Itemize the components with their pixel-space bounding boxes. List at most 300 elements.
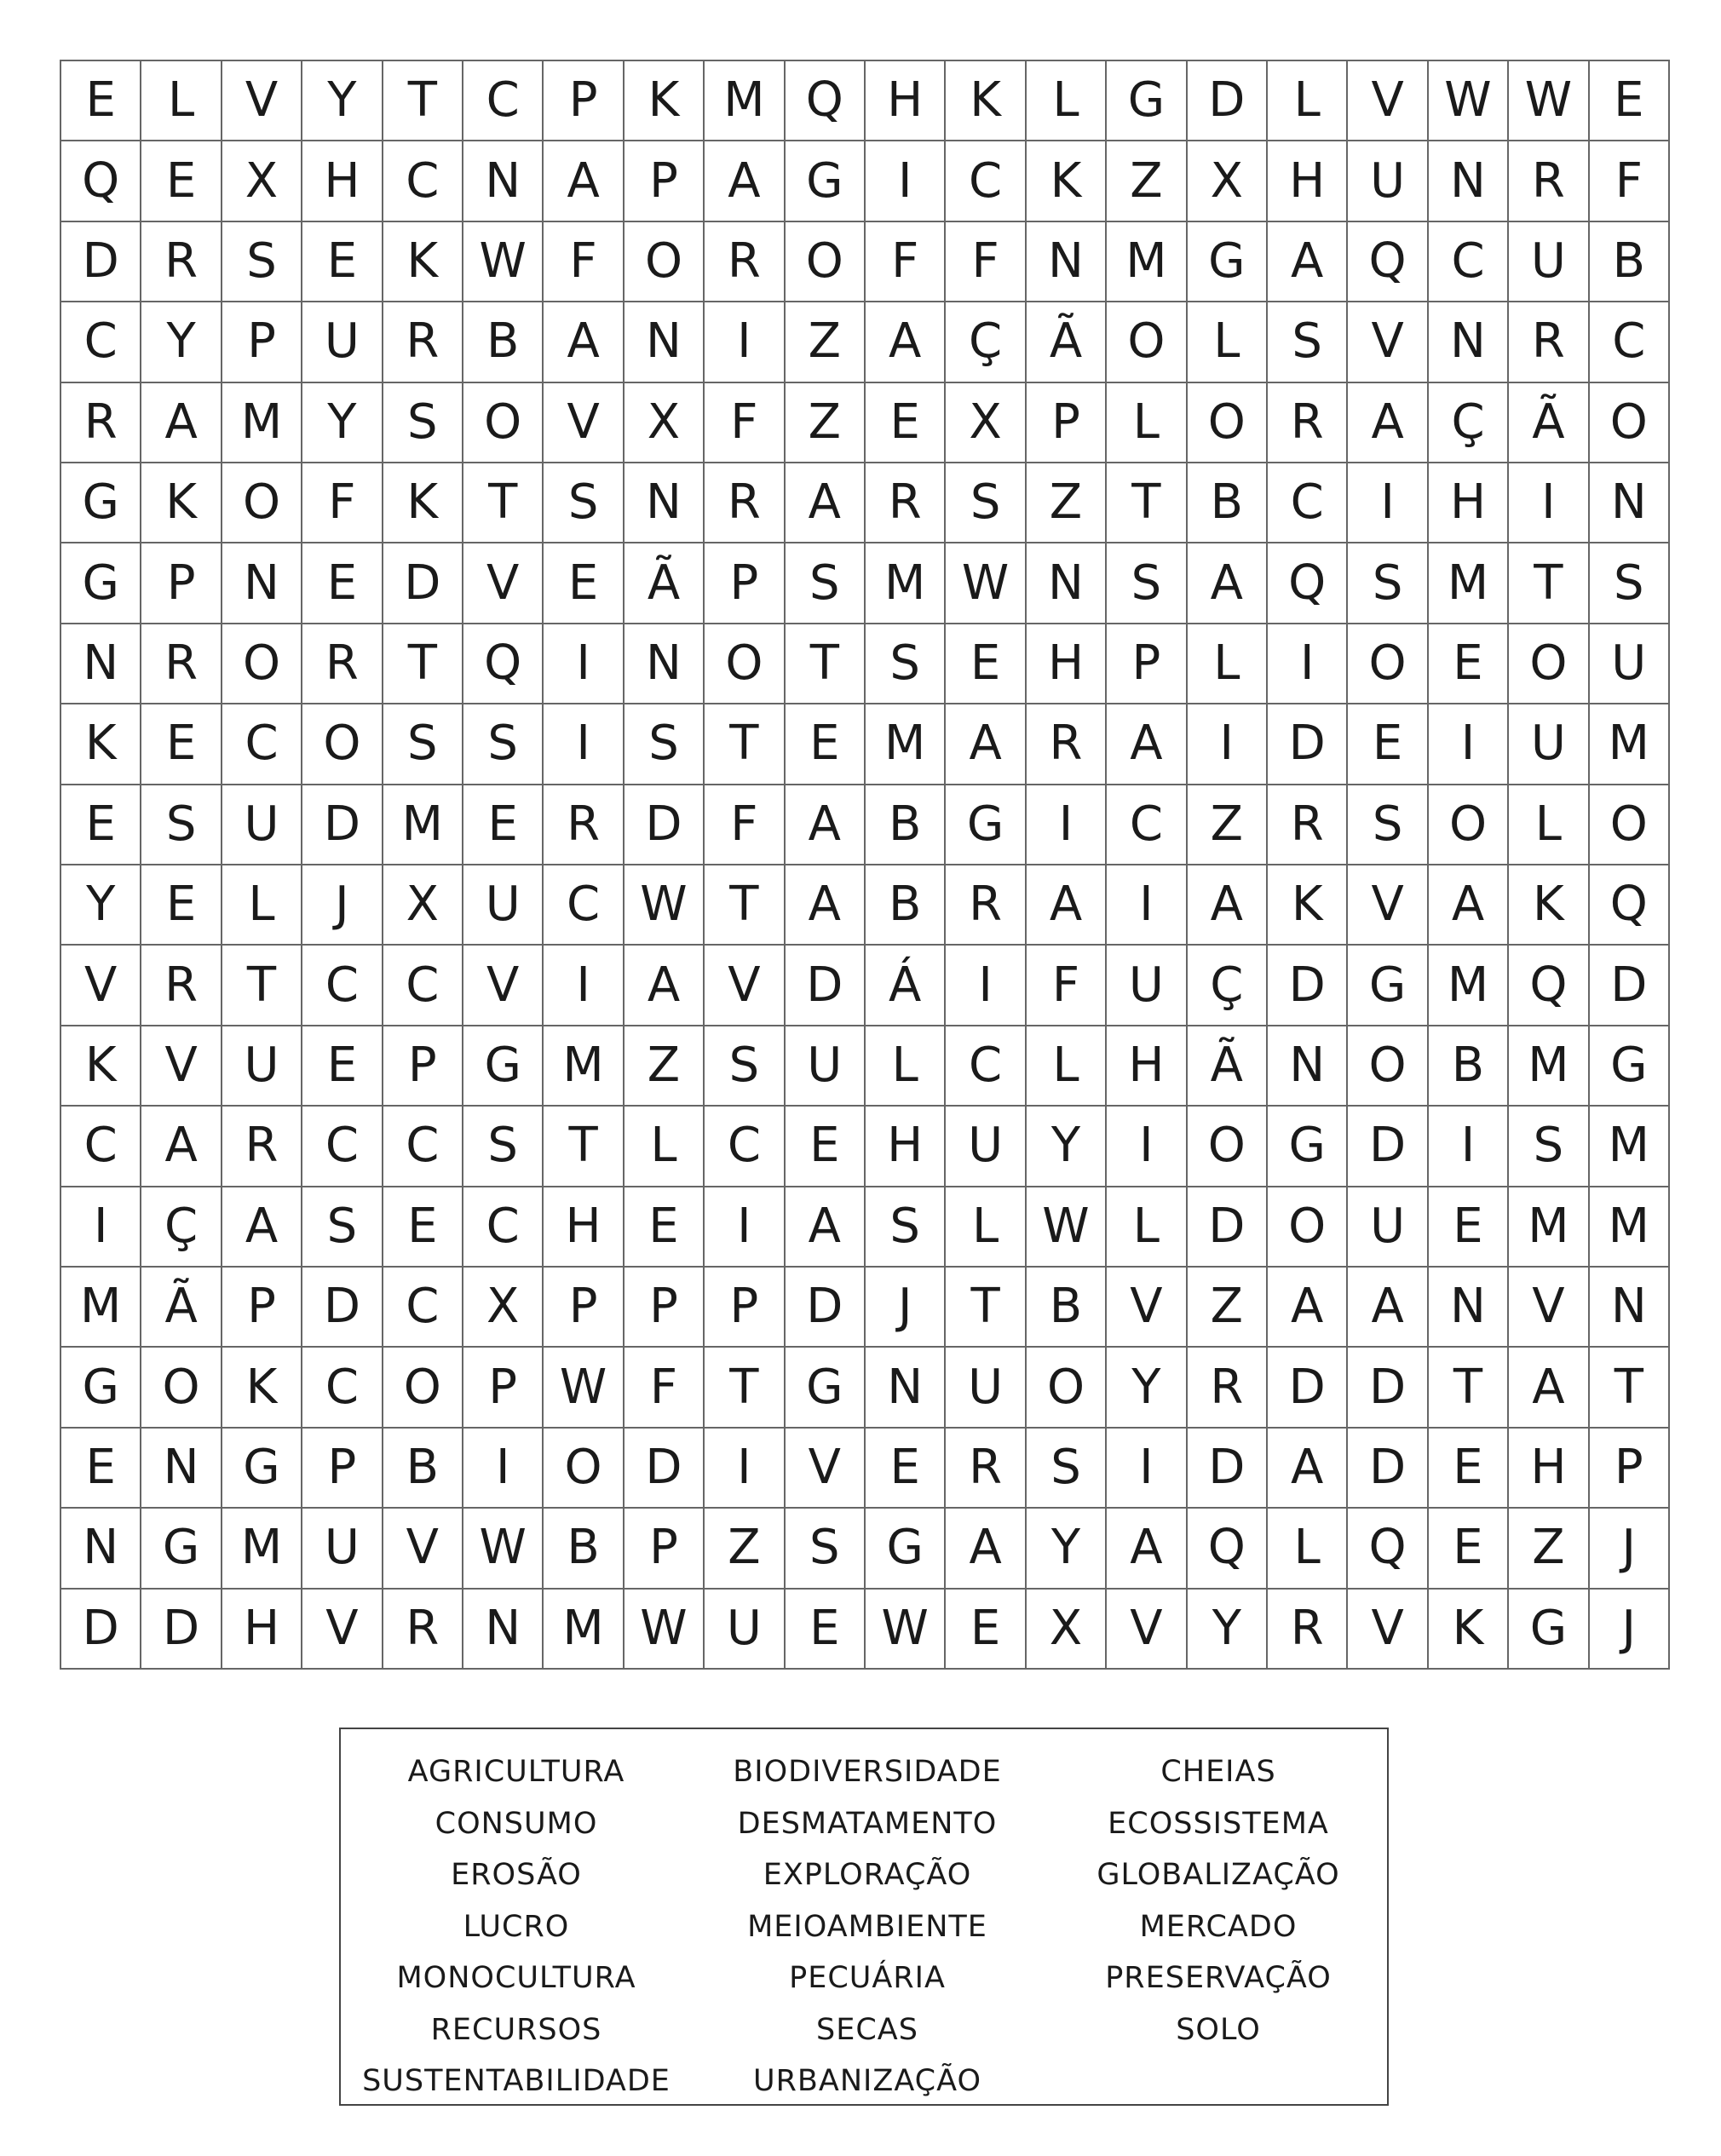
grid-cell[interactable]: C xyxy=(946,1026,1026,1107)
grid-cell[interactable]: S xyxy=(625,704,705,785)
grid-cell[interactable]: M xyxy=(383,785,463,865)
grid-cell[interactable]: V xyxy=(463,946,544,1026)
grid-cell[interactable]: S xyxy=(463,704,544,785)
grid-cell[interactable]: W xyxy=(1509,61,1589,141)
grid-cell[interactable]: R xyxy=(1027,704,1107,785)
grid-cell[interactable]: G xyxy=(61,543,141,624)
grid-cell[interactable]: G xyxy=(1107,61,1187,141)
grid-cell[interactable]: A xyxy=(141,383,222,463)
grid-cell[interactable]: K xyxy=(141,463,222,543)
grid-cell[interactable]: Z xyxy=(786,383,866,463)
grid-cell[interactable]: G xyxy=(866,1509,946,1589)
grid-cell[interactable]: L xyxy=(141,61,222,141)
grid-cell[interactable]: T xyxy=(383,624,463,704)
grid-cell[interactable]: F xyxy=(1590,141,1670,221)
grid-cell[interactable]: D xyxy=(141,1590,222,1670)
grid-cell[interactable]: X xyxy=(463,1268,544,1348)
grid-cell[interactable]: C xyxy=(1429,222,1509,302)
grid-cell[interactable]: V xyxy=(1509,1268,1589,1348)
grid-cell[interactable]: D xyxy=(1348,1429,1428,1509)
grid-cell[interactable]: V xyxy=(1348,1590,1428,1670)
grid-cell[interactable]: B xyxy=(1429,1026,1509,1107)
grid-cell[interactable]: J xyxy=(866,1268,946,1348)
grid-cell[interactable]: Q xyxy=(1268,543,1348,624)
grid-cell[interactable]: Y xyxy=(141,302,222,382)
grid-cell[interactable]: R xyxy=(1188,1348,1268,1428)
grid-cell[interactable]: R xyxy=(383,1590,463,1670)
grid-cell[interactable]: S xyxy=(383,383,463,463)
grid-cell[interactable]: E xyxy=(1429,1187,1509,1268)
grid-cell[interactable]: Z xyxy=(1027,463,1107,543)
grid-cell[interactable]: K xyxy=(625,61,705,141)
grid-cell[interactable]: F xyxy=(946,222,1026,302)
grid-cell[interactable]: R xyxy=(302,624,383,704)
grid-cell[interactable]: T xyxy=(1590,1348,1670,1428)
grid-cell[interactable]: S xyxy=(544,463,624,543)
grid-cell[interactable]: D xyxy=(625,785,705,865)
grid-cell[interactable]: E xyxy=(1429,1429,1509,1509)
grid-cell[interactable]: L xyxy=(1188,302,1268,382)
grid-cell[interactable]: E xyxy=(946,624,1026,704)
grid-cell[interactable]: X xyxy=(1188,141,1268,221)
grid-cell[interactable]: Ã xyxy=(625,543,705,624)
grid-cell[interactable]: C xyxy=(463,1187,544,1268)
grid-cell[interactable]: M xyxy=(705,61,785,141)
grid-cell[interactable]: U xyxy=(1348,1187,1428,1268)
grid-cell[interactable]: X xyxy=(383,865,463,946)
grid-cell[interactable]: M xyxy=(1429,946,1509,1026)
grid-cell[interactable]: N xyxy=(625,463,705,543)
grid-cell[interactable]: U xyxy=(1509,222,1589,302)
grid-cell[interactable]: U xyxy=(946,1348,1026,1428)
grid-cell[interactable]: I xyxy=(1348,463,1428,543)
grid-cell[interactable]: G xyxy=(463,1026,544,1107)
grid-cell[interactable]: N xyxy=(1590,463,1670,543)
grid-cell[interactable]: R xyxy=(222,1107,302,1187)
grid-cell[interactable]: L xyxy=(1188,624,1268,704)
grid-cell[interactable]: F xyxy=(302,463,383,543)
grid-cell[interactable]: P xyxy=(141,543,222,624)
grid-cell[interactable]: R xyxy=(1268,383,1348,463)
grid-cell[interactable]: Y xyxy=(302,61,383,141)
grid-cell[interactable]: Ç xyxy=(1429,383,1509,463)
grid-cell[interactable]: S xyxy=(383,704,463,785)
grid-cell[interactable]: M xyxy=(544,1590,624,1670)
grid-cell[interactable]: W xyxy=(625,865,705,946)
grid-cell[interactable]: O xyxy=(1027,1348,1107,1428)
grid-cell[interactable]: Z xyxy=(625,1026,705,1107)
grid-cell[interactable]: D xyxy=(1590,946,1670,1026)
grid-cell[interactable]: D xyxy=(61,1590,141,1670)
grid-cell[interactable]: O xyxy=(1429,785,1509,865)
grid-cell[interactable]: Q xyxy=(61,141,141,221)
grid-cell[interactable]: D xyxy=(1348,1107,1428,1187)
grid-cell[interactable]: T xyxy=(1107,463,1187,543)
grid-cell[interactable]: A xyxy=(1027,865,1107,946)
grid-cell[interactable]: M xyxy=(61,1268,141,1348)
grid-cell[interactable]: N xyxy=(1429,141,1509,221)
grid-cell[interactable]: I xyxy=(1107,1107,1187,1187)
grid-cell[interactable]: G xyxy=(1188,222,1268,302)
grid-cell[interactable]: E xyxy=(463,785,544,865)
grid-cell[interactable]: V xyxy=(141,1026,222,1107)
grid-cell[interactable]: H xyxy=(1268,141,1348,221)
grid-cell[interactable]: O xyxy=(705,624,785,704)
grid-cell[interactable]: R xyxy=(1268,1590,1348,1670)
grid-cell[interactable]: S xyxy=(1348,785,1428,865)
grid-cell[interactable]: B xyxy=(1027,1268,1107,1348)
grid-cell[interactable]: O xyxy=(544,1429,624,1509)
grid-cell[interactable]: A xyxy=(1107,704,1187,785)
grid-cell[interactable]: P xyxy=(1027,383,1107,463)
grid-cell[interactable]: P xyxy=(302,1429,383,1509)
grid-cell[interactable]: D xyxy=(61,222,141,302)
grid-cell[interactable]: W xyxy=(866,1590,946,1670)
grid-cell[interactable]: S xyxy=(1268,302,1348,382)
grid-cell[interactable]: A xyxy=(1509,1348,1589,1428)
grid-cell[interactable]: P xyxy=(544,61,624,141)
grid-cell[interactable]: R xyxy=(141,624,222,704)
grid-cell[interactable]: E xyxy=(302,543,383,624)
grid-cell[interactable]: A xyxy=(1268,1429,1348,1509)
grid-cell[interactable]: L xyxy=(1509,785,1589,865)
grid-cell[interactable]: O xyxy=(1268,1187,1348,1268)
grid-cell[interactable]: U xyxy=(1590,624,1670,704)
grid-cell[interactable]: N xyxy=(1027,222,1107,302)
grid-cell[interactable]: L xyxy=(625,1107,705,1187)
grid-cell[interactable]: M xyxy=(1509,1026,1589,1107)
grid-cell[interactable]: S xyxy=(222,222,302,302)
grid-cell[interactable]: C xyxy=(383,1268,463,1348)
grid-cell[interactable]: V xyxy=(463,543,544,624)
grid-cell[interactable]: R xyxy=(946,865,1026,946)
grid-cell[interactable]: L xyxy=(1268,1509,1348,1589)
grid-cell[interactable]: I xyxy=(1509,463,1589,543)
grid-cell[interactable]: C xyxy=(222,704,302,785)
grid-cell[interactable]: Q xyxy=(1590,865,1670,946)
grid-cell[interactable]: K xyxy=(61,1026,141,1107)
grid-cell[interactable]: L xyxy=(1107,1187,1187,1268)
grid-cell[interactable]: N xyxy=(463,1590,544,1670)
grid-cell[interactable]: O xyxy=(1509,624,1589,704)
grid-cell[interactable]: C xyxy=(946,141,1026,221)
grid-cell[interactable]: S xyxy=(786,1509,866,1589)
grid-cell[interactable]: A xyxy=(1188,543,1268,624)
grid-cell[interactable]: A xyxy=(1268,222,1348,302)
grid-cell[interactable]: J xyxy=(302,865,383,946)
grid-cell[interactable]: M xyxy=(544,1026,624,1107)
grid-cell[interactable]: A xyxy=(1348,383,1428,463)
grid-cell[interactable]: T xyxy=(463,463,544,543)
grid-cell[interactable]: G xyxy=(946,785,1026,865)
grid-cell[interactable]: C xyxy=(383,1107,463,1187)
grid-cell[interactable]: H xyxy=(866,61,946,141)
grid-cell[interactable]: O xyxy=(625,222,705,302)
grid-cell[interactable]: S xyxy=(463,1107,544,1187)
grid-cell[interactable]: Y xyxy=(1107,1348,1187,1428)
grid-cell[interactable]: G xyxy=(141,1509,222,1589)
grid-cell[interactable]: M xyxy=(222,1509,302,1589)
grid-cell[interactable]: I xyxy=(544,946,624,1026)
grid-cell[interactable]: O xyxy=(1590,383,1670,463)
grid-cell[interactable]: Z xyxy=(786,302,866,382)
grid-cell[interactable]: U xyxy=(302,1509,383,1589)
grid-cell[interactable]: E xyxy=(141,865,222,946)
grid-cell[interactable]: V xyxy=(786,1429,866,1509)
grid-cell[interactable]: E xyxy=(1429,1509,1509,1589)
grid-cell[interactable]: N xyxy=(1027,543,1107,624)
grid-cell[interactable]: V xyxy=(222,61,302,141)
grid-cell[interactable]: E xyxy=(786,704,866,785)
grid-cell[interactable]: P xyxy=(463,1348,544,1428)
grid-cell[interactable]: A xyxy=(1429,865,1509,946)
grid-cell[interactable]: E xyxy=(1348,704,1428,785)
grid-cell[interactable]: Ã xyxy=(1509,383,1589,463)
grid-cell[interactable]: E xyxy=(1429,624,1509,704)
grid-cell[interactable]: Y xyxy=(1027,1509,1107,1589)
grid-cell[interactable]: G xyxy=(1509,1590,1589,1670)
grid-cell[interactable]: M xyxy=(1590,1107,1670,1187)
grid-cell[interactable]: X xyxy=(1027,1590,1107,1670)
grid-cell[interactable]: H xyxy=(1107,1026,1187,1107)
grid-cell[interactable]: N xyxy=(625,624,705,704)
grid-cell[interactable]: M xyxy=(866,543,946,624)
grid-cell[interactable]: A xyxy=(1107,1509,1187,1589)
grid-cell[interactable]: T xyxy=(786,624,866,704)
grid-cell[interactable]: A xyxy=(786,463,866,543)
grid-cell[interactable]: C xyxy=(302,946,383,1026)
grid-cell[interactable]: S xyxy=(1027,1429,1107,1509)
grid-cell[interactable]: E xyxy=(61,785,141,865)
grid-cell[interactable]: G xyxy=(786,141,866,221)
grid-cell[interactable]: C xyxy=(463,61,544,141)
grid-cell[interactable]: P xyxy=(1107,624,1187,704)
grid-cell[interactable]: U xyxy=(1509,704,1589,785)
grid-cell[interactable]: D xyxy=(1268,946,1348,1026)
grid-cell[interactable]: Q xyxy=(1509,946,1589,1026)
grid-cell[interactable]: D xyxy=(786,946,866,1026)
grid-cell[interactable]: C xyxy=(544,865,624,946)
grid-cell[interactable]: U xyxy=(1348,141,1428,221)
grid-cell[interactable]: P xyxy=(383,1026,463,1107)
grid-cell[interactable]: R xyxy=(946,1429,1026,1509)
grid-cell[interactable]: P xyxy=(625,1268,705,1348)
grid-cell[interactable]: O xyxy=(786,222,866,302)
grid-cell[interactable]: R xyxy=(705,463,785,543)
grid-cell[interactable]: C xyxy=(383,946,463,1026)
grid-cell[interactable]: F xyxy=(1027,946,1107,1026)
grid-cell[interactable]: U xyxy=(1107,946,1187,1026)
grid-cell[interactable]: B xyxy=(1188,463,1268,543)
grid-cell[interactable]: E xyxy=(302,222,383,302)
grid-cell[interactable]: L xyxy=(1027,1026,1107,1107)
grid-cell[interactable]: Z xyxy=(1188,1268,1268,1348)
grid-cell[interactable]: U xyxy=(222,1026,302,1107)
grid-cell[interactable]: X xyxy=(222,141,302,221)
grid-cell[interactable]: P xyxy=(1590,1429,1670,1509)
grid-cell[interactable]: Z xyxy=(705,1509,785,1589)
grid-cell[interactable]: O xyxy=(141,1348,222,1428)
grid-cell[interactable]: A xyxy=(544,302,624,382)
grid-cell[interactable]: P xyxy=(625,141,705,221)
grid-cell[interactable]: O xyxy=(222,624,302,704)
grid-cell[interactable]: O xyxy=(463,383,544,463)
grid-cell[interactable]: Q xyxy=(463,624,544,704)
grid-cell[interactable]: A xyxy=(1268,1268,1348,1348)
grid-cell[interactable]: Z xyxy=(1107,141,1187,221)
grid-cell[interactable]: T xyxy=(544,1107,624,1187)
grid-cell[interactable]: H xyxy=(1027,624,1107,704)
grid-cell[interactable]: H xyxy=(1509,1429,1589,1509)
grid-cell[interactable]: I xyxy=(544,704,624,785)
grid-cell[interactable]: A xyxy=(946,704,1026,785)
grid-cell[interactable]: C xyxy=(1268,463,1348,543)
grid-cell[interactable]: G xyxy=(61,1348,141,1428)
grid-cell[interactable]: D xyxy=(1188,1187,1268,1268)
grid-cell[interactable]: Q xyxy=(1348,222,1428,302)
grid-cell[interactable]: N xyxy=(1429,302,1509,382)
grid-cell[interactable]: W xyxy=(1429,61,1509,141)
grid-cell[interactable]: H xyxy=(544,1187,624,1268)
grid-cell[interactable]: T xyxy=(705,1348,785,1428)
grid-cell[interactable]: W xyxy=(463,1509,544,1589)
grid-cell[interactable]: O xyxy=(383,1348,463,1428)
grid-cell[interactable]: D xyxy=(1348,1348,1428,1428)
grid-cell[interactable]: W xyxy=(544,1348,624,1428)
grid-cell[interactable]: V xyxy=(705,946,785,1026)
grid-cell[interactable]: I xyxy=(1429,704,1509,785)
grid-cell[interactable]: Q xyxy=(1188,1509,1268,1589)
grid-cell[interactable]: Ã xyxy=(1188,1026,1268,1107)
grid-cell[interactable]: C xyxy=(302,1107,383,1187)
grid-cell[interactable]: B xyxy=(383,1429,463,1509)
grid-cell[interactable]: G xyxy=(1348,946,1428,1026)
grid-cell[interactable]: I xyxy=(1268,624,1348,704)
grid-cell[interactable]: I xyxy=(544,624,624,704)
grid-cell[interactable]: N xyxy=(141,1429,222,1509)
grid-cell[interactable]: N xyxy=(866,1348,946,1428)
grid-cell[interactable]: C xyxy=(383,141,463,221)
grid-cell[interactable]: U xyxy=(705,1590,785,1670)
grid-cell[interactable]: H xyxy=(302,141,383,221)
grid-cell[interactable]: E xyxy=(786,1107,866,1187)
grid-cell[interactable]: I xyxy=(61,1187,141,1268)
grid-cell[interactable]: D xyxy=(786,1268,866,1348)
grid-cell[interactable]: F xyxy=(705,383,785,463)
grid-cell[interactable]: V xyxy=(1107,1590,1187,1670)
grid-cell[interactable]: P xyxy=(222,1268,302,1348)
grid-cell[interactable]: R xyxy=(705,222,785,302)
grid-cell[interactable]: A xyxy=(946,1509,1026,1589)
grid-cell[interactable]: H xyxy=(222,1590,302,1670)
grid-cell[interactable]: L xyxy=(222,865,302,946)
grid-cell[interactable]: O xyxy=(1590,785,1670,865)
grid-cell[interactable]: N xyxy=(222,543,302,624)
grid-cell[interactable]: E xyxy=(141,141,222,221)
grid-cell[interactable]: T xyxy=(946,1268,1026,1348)
grid-cell[interactable]: F xyxy=(866,222,946,302)
grid-cell[interactable]: I xyxy=(705,302,785,382)
grid-cell[interactable]: V xyxy=(1348,865,1428,946)
grid-cell[interactable]: F xyxy=(625,1348,705,1428)
grid-cell[interactable]: L xyxy=(866,1026,946,1107)
grid-cell[interactable]: U xyxy=(786,1026,866,1107)
grid-cell[interactable]: K xyxy=(383,463,463,543)
grid-cell[interactable]: K xyxy=(1268,865,1348,946)
grid-cell[interactable]: N xyxy=(625,302,705,382)
grid-cell[interactable]: B xyxy=(866,865,946,946)
grid-cell[interactable]: G xyxy=(1268,1107,1348,1187)
grid-cell[interactable]: I xyxy=(705,1187,785,1268)
grid-cell[interactable]: S xyxy=(1107,543,1187,624)
grid-cell[interactable]: K xyxy=(1509,865,1589,946)
grid-cell[interactable]: E xyxy=(141,704,222,785)
grid-cell[interactable]: E xyxy=(61,1429,141,1509)
grid-cell[interactable]: C xyxy=(1107,785,1187,865)
grid-cell[interactable]: O xyxy=(1188,383,1268,463)
grid-cell[interactable]: W xyxy=(625,1590,705,1670)
grid-cell[interactable]: Ã xyxy=(141,1268,222,1348)
grid-cell[interactable]: O xyxy=(1107,302,1187,382)
grid-cell[interactable]: R xyxy=(866,463,946,543)
grid-cell[interactable]: M xyxy=(1590,1187,1670,1268)
grid-cell[interactable]: S xyxy=(866,624,946,704)
grid-cell[interactable]: Ã xyxy=(1027,302,1107,382)
grid-cell[interactable]: C xyxy=(61,1107,141,1187)
grid-cell[interactable]: B xyxy=(866,785,946,865)
grid-cell[interactable]: P xyxy=(222,302,302,382)
grid-cell[interactable]: F xyxy=(544,222,624,302)
grid-cell[interactable]: K xyxy=(946,61,1026,141)
grid-cell[interactable]: D xyxy=(1188,1429,1268,1509)
grid-cell[interactable]: M xyxy=(1590,704,1670,785)
grid-cell[interactable]: V xyxy=(1348,61,1428,141)
grid-cell[interactable]: E xyxy=(302,1026,383,1107)
grid-cell[interactable]: E xyxy=(625,1187,705,1268)
grid-cell[interactable]: M xyxy=(1107,222,1187,302)
grid-cell[interactable]: Z xyxy=(1188,785,1268,865)
grid-cell[interactable]: I xyxy=(1027,785,1107,865)
grid-cell[interactable]: Ç xyxy=(1188,946,1268,1026)
grid-cell[interactable]: B xyxy=(544,1509,624,1589)
grid-cell[interactable]: X xyxy=(946,383,1026,463)
grid-cell[interactable]: N xyxy=(1429,1268,1509,1348)
grid-cell[interactable]: S xyxy=(705,1026,785,1107)
grid-cell[interactable]: T xyxy=(222,946,302,1026)
grid-cell[interactable]: A xyxy=(625,946,705,1026)
grid-cell[interactable]: I xyxy=(1429,1107,1509,1187)
grid-cell[interactable]: U xyxy=(946,1107,1026,1187)
grid-cell[interactable]: E xyxy=(1590,61,1670,141)
grid-cell[interactable]: F xyxy=(705,785,785,865)
grid-cell[interactable]: P xyxy=(625,1509,705,1589)
grid-cell[interactable]: D xyxy=(1268,1348,1348,1428)
grid-cell[interactable]: S xyxy=(141,785,222,865)
grid-cell[interactable]: O xyxy=(1348,624,1428,704)
grid-cell[interactable]: M xyxy=(222,383,302,463)
grid-cell[interactable]: W xyxy=(1027,1187,1107,1268)
grid-cell[interactable]: V xyxy=(1107,1268,1187,1348)
grid-cell[interactable]: R xyxy=(544,785,624,865)
grid-cell[interactable]: Y xyxy=(302,383,383,463)
grid-cell[interactable]: C xyxy=(1590,302,1670,382)
grid-cell[interactable]: S xyxy=(786,543,866,624)
grid-cell[interactable]: R xyxy=(383,302,463,382)
grid-cell[interactable]: D xyxy=(383,543,463,624)
grid-cell[interactable]: E xyxy=(946,1590,1026,1670)
grid-cell[interactable]: V xyxy=(383,1509,463,1589)
grid-cell[interactable]: Ç xyxy=(946,302,1026,382)
